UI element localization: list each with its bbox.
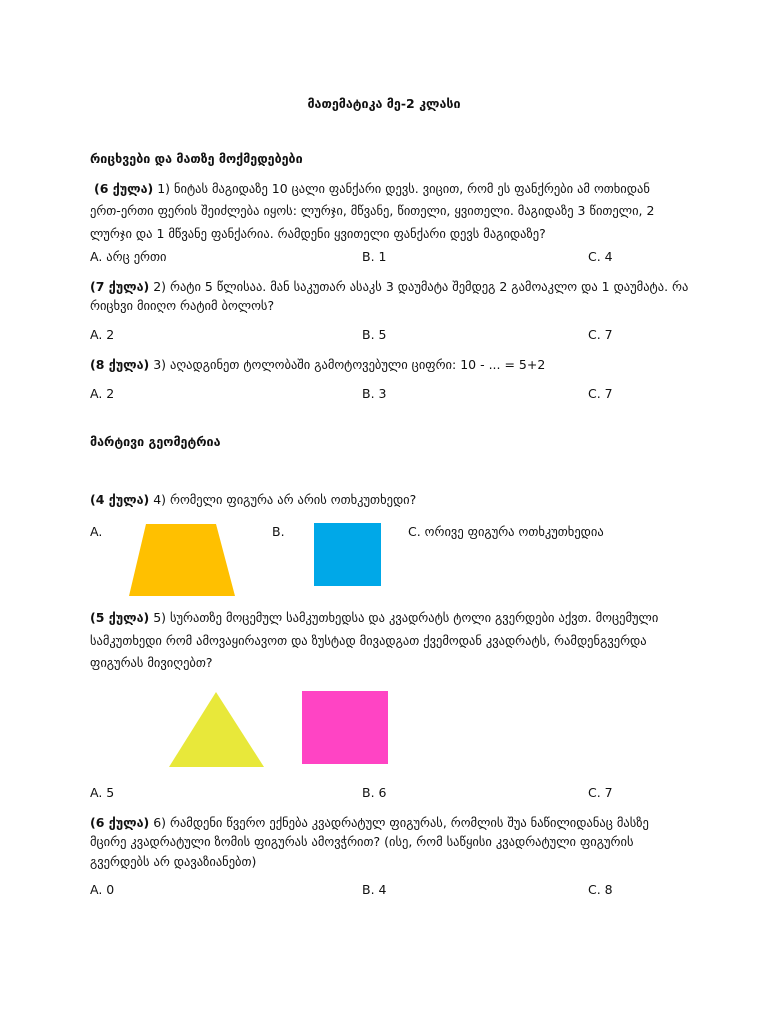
question-6-line-3: გვერდებს არ დავაზიანებთ): [90, 854, 257, 869]
question-5-option-a: A. 5: [90, 785, 115, 800]
triangle-figure: [168, 690, 266, 770]
question-1-line-1: [94, 183, 650, 196]
page-title: მათემატიკა მე-2 კლასი: [307, 96, 461, 111]
question-2-text: 2) რატი 5 წლისაა. მან საკუთარ ასაკს 3 დაუმატა შემდეგ 2 გამოაკლო და 1 დაუმატა. რა: [149, 279, 689, 294]
question-2-points: (7 ქულა): [90, 279, 150, 294]
question-5-line-1: [90, 612, 658, 625]
question-4-option-c: C. ორივე ფიგურა ოთხკუთხედია: [408, 524, 604, 539]
question-2-line-1: [90, 281, 688, 294]
question-5-points: (5 ქულა): [90, 610, 150, 625]
question-6-line-1: [90, 817, 649, 830]
question-3-line-1: [90, 359, 545, 372]
question-2-option-a: A. 2: [90, 327, 115, 342]
question-1-option-c: C. 4: [588, 249, 613, 264]
section-heading-geometry: მარტივი გეომეტრია: [90, 434, 221, 449]
question-5-option-c: C. 7: [588, 785, 613, 800]
blue-square-figure: [313, 522, 383, 588]
question-5-line-2: სამკუთხედი რომ ამოვაყირავოთ და ზუსტად მივადგათ ქვემოდან კვადრატს, რამდენგვერდა: [90, 633, 647, 648]
question-6-option-b: B. 4: [362, 882, 387, 897]
question-3-option-c: C. 7: [588, 386, 613, 401]
question-3-option-a: A. 2: [90, 386, 115, 401]
question-3-points: (8 ქულა): [90, 357, 150, 372]
question-5-line-3: ფიგურას მივიღებთ?: [90, 655, 213, 670]
question-6-option-c: C. 8: [588, 882, 613, 897]
pink-square-figure: [301, 690, 389, 766]
question-4-line-1: [90, 494, 416, 507]
question-2-option-c: C. 7: [588, 327, 613, 342]
question-6-line-2: მცირე კვადრატული ზომის ფიგურას ამოვჭრით? (ისე, რომ საწყისი კვადრატული ფიგურის: [90, 834, 634, 849]
question-6-text: 6) რამდენი წვერო ექნება კვადრატულ ფიგურას, რომლის შუა ნაწილიდანაც მასზე: [149, 815, 649, 830]
section-heading-numbers: რიცხვები და მათზე მოქმედებები: [90, 151, 303, 166]
question-4-option-a: A.: [90, 524, 103, 539]
question-4-option-b: B.: [272, 524, 285, 539]
question-1-points: (6 ქულა): [94, 181, 154, 196]
question-5-option-b: B. 6: [362, 785, 387, 800]
question-3-option-b: B. 3: [362, 386, 387, 401]
question-1-option-b: B. 1: [362, 249, 387, 264]
question-2-option-b: B. 5: [362, 327, 387, 342]
question-6-option-a: A. 0: [90, 882, 115, 897]
trapezoid-figure: [126, 522, 238, 598]
question-4-text: 4) რომელი ფიგურა არ არის ოთხკუთხედი?: [149, 492, 417, 507]
question-1-line-3: ლურჯი და 1 მწვანე ფანქარია. რამდენი ყვითელი ფანქარი დევს მაგიდაზე?: [90, 226, 546, 241]
question-6-points: (6 ქულა): [90, 815, 150, 830]
question-1-line-2: ერთ-ერთი ფერის შეიძლება იყოს: ლურჯი, მწვანე, წითელი, ყვითელი. მაგიდაზე 3 წითელი, 2: [90, 203, 655, 218]
question-3-text: 3) აღადგინეთ ტოლობაში გამოტოვებული ციფრი: 10 - ... = 5+2: [149, 357, 546, 372]
question-4-points: (4 ქულა): [90, 492, 150, 507]
question-1-option-a: A. არც ერთი: [90, 249, 167, 264]
question-2-line-2: რიცხვი მიიღო რატიმ ბოლოს?: [90, 298, 275, 313]
question-1-text: 1) ნიტას მაგიდაზე 10 ცალი ფანქარი დევს. ვიცით, რომ ეს ფანქრები ამ ოთხიდან: [153, 181, 650, 196]
question-5-text: 5) სურათზე მოცემულ სამკუთხედსა და კვადრატს ტოლი გვერდები აქვთ. მოცემული: [149, 610, 659, 625]
